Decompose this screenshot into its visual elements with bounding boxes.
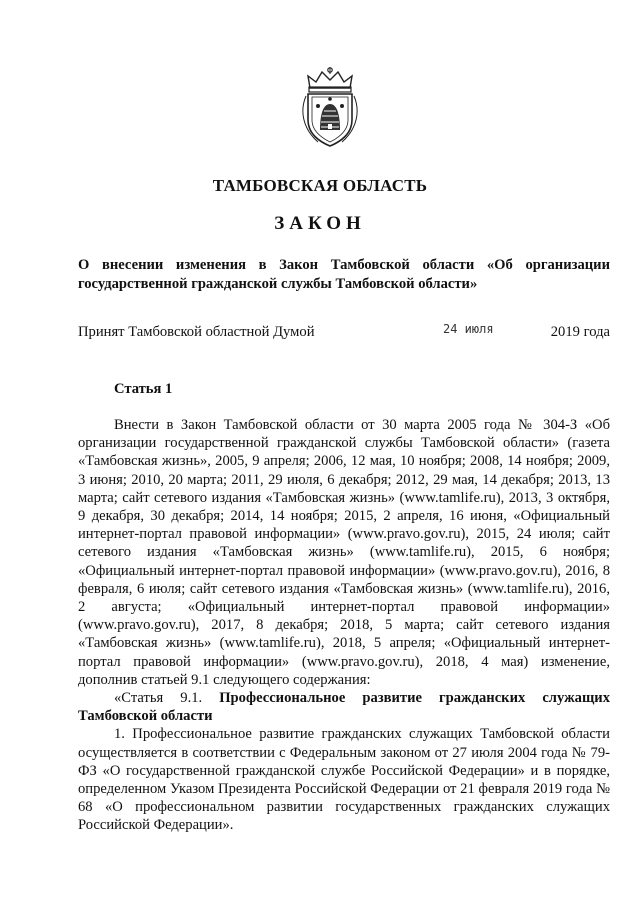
article-body <box>78 416 610 835</box>
article-paragraph: Внести в Закон Тамбовской области от 30 марта 2005 года № 304-З «Об организации государственной гражданской службы Тамбовской области» (газета «Тамбовская жизнь», 2005, 9 апреля; 2006, 12 мая, 10 ноября; 2008, 14 ноября; 2009, 3 июня; 2010, 20 марта; 2011, 29 июля, 6 декабря; 2012, 29 мая, 14 декабря; 2013, 13 марта; сайт сетевого издания «Тамбовская жизнь» (www.tamlife.ru), 2013, 3 октября, 9 декабря, 30 декабря; 2014, 14 ноября; 2015, 2 апреля, 16 июня, «Официальный интернет-портал правовой информации» (www.pravo.gov.ru), 2015, 24 июля; сайт сетевого издания «Тамбовская жизнь» (www.tamlife.ru), 2015, 6 ноября; «Официальный интернет-портал правовой информации» (www.pravo.gov.ru), 2016, 8 февраля, 6 июля; сайт сетевого издания «Тамбовская жизнь» (www.tamlife.ru), 2016, 2 августа; «Официальный интернет-портал правовой информации» (www.pravo.gov.ru), 2017, 8 декабря; 2018, 5 марта; сайт сетевого издания «Тамбовская жизнь» (www.tamlife.ru), 2018, 5 апреля; «Официальный интернет-портал правовой информации» (www.pravo.gov.ru), 2018, 4 мая) изменение, дополнив статьей 9.1 следующего содержания: <box>78 417 610 688</box>
document-type: ЗАКОН <box>274 213 366 234</box>
adoption-year: 2019 года <box>550 324 610 340</box>
adopted-by: Принят Тамбовской областной Думой <box>78 324 315 340</box>
new-article-title: Профессиональное развитие гражданских служащих Тамбовской области <box>78 690 610 725</box>
region-name: ТАМБОВСКАЯ ОБЛАСТЬ <box>212 176 428 195</box>
law-title: О внесении изменения в Закон Тамбовской области «Об организации государственной гражданской службы Тамбовской области» <box>78 257 610 292</box>
tambov-coat-of-arms-icon <box>296 66 364 148</box>
new-article-heading <box>78 689 610 725</box>
new-article-prefix: «Статья 9.1. <box>114 690 203 707</box>
article-point: 1. Профессиональное развитие гражданских служащих Тамбовской области осуществляется в соответствии с Федеральным законом от 27 июля 2004 года № 79-ФЗ «О государственной гражданской службе Российской Федерации» и в порядке, определенном Указом Президента Российской Федерации от 21 февраля 2019 года № 68 «О профессиональном развитии государственных гражданских служащих Российской Федерации». <box>78 726 610 834</box>
article-heading: Статья 1 <box>114 381 173 397</box>
adoption-date: 24 июля <box>443 322 494 336</box>
